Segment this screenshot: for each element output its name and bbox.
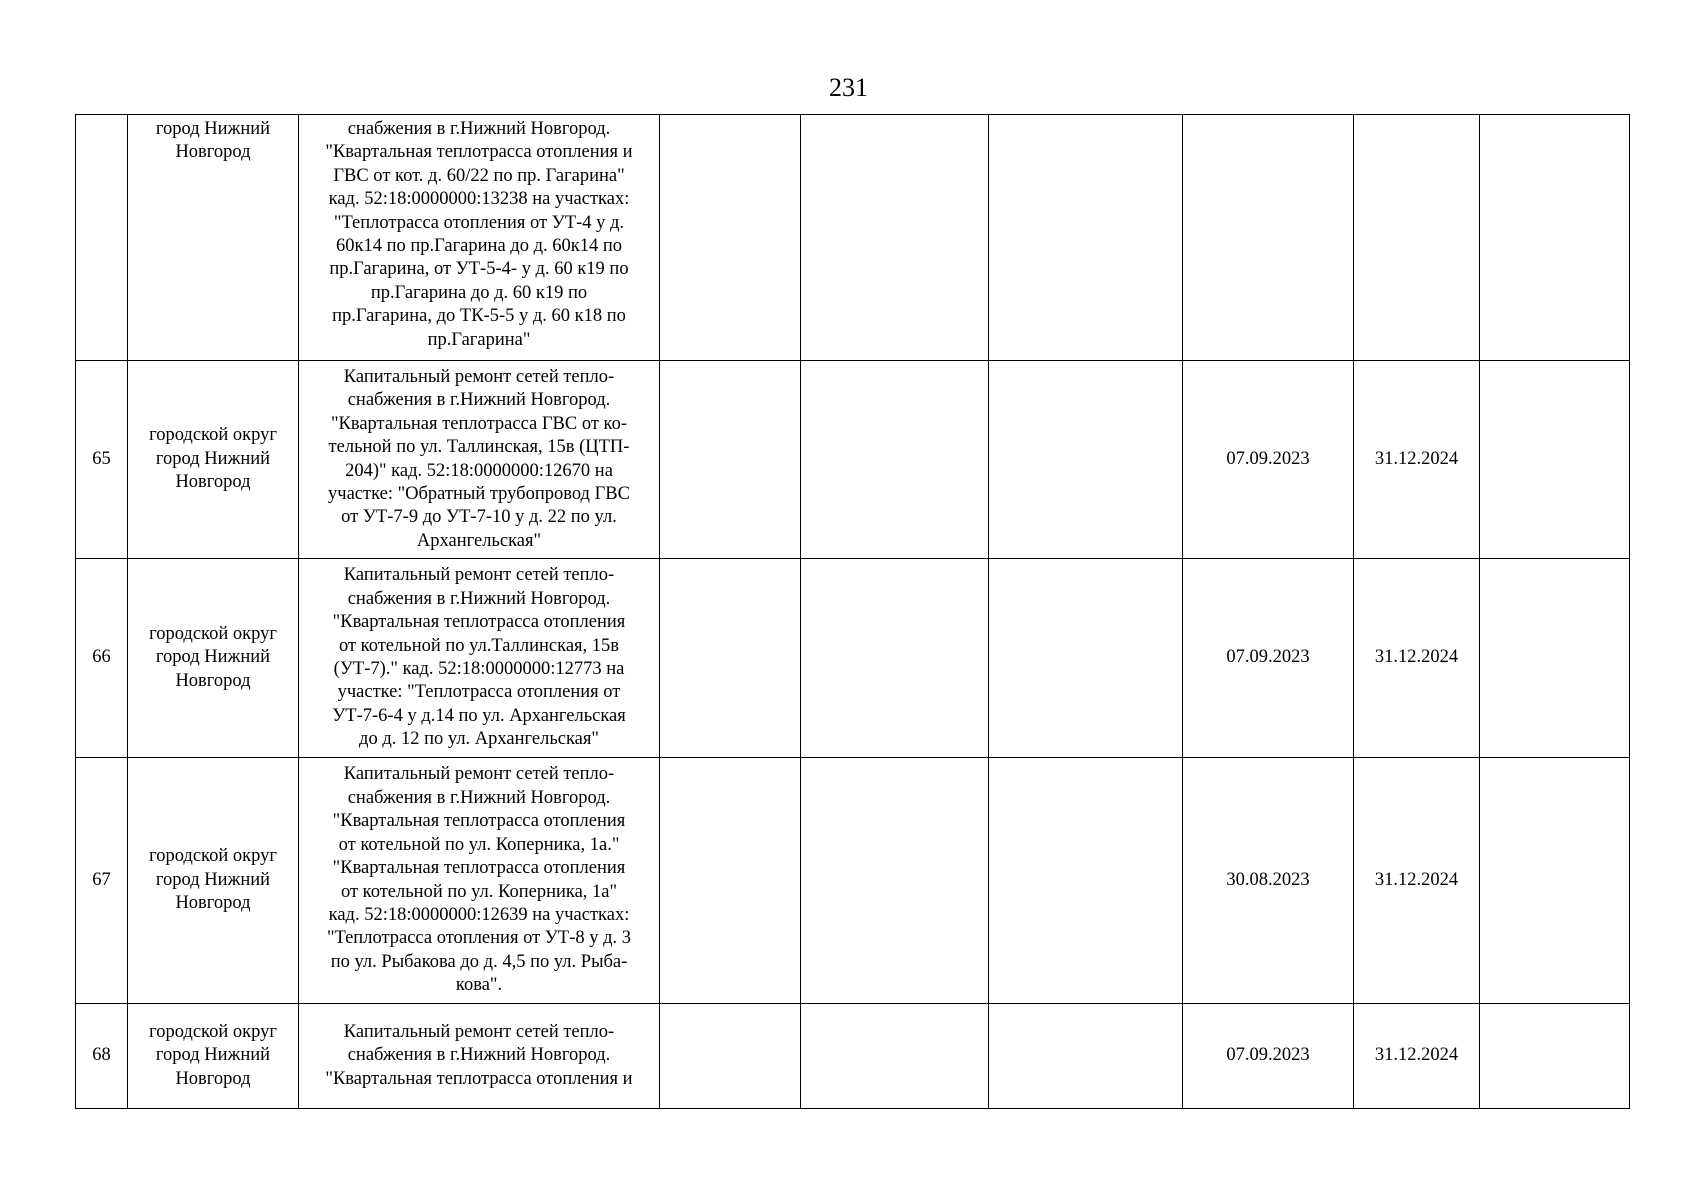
empty-cell bbox=[660, 361, 801, 559]
empty-cell bbox=[801, 361, 989, 559]
start-date-cell: 30.08.2023 bbox=[1183, 758, 1354, 1004]
page-number: 231 bbox=[829, 73, 868, 102]
end-date-cell: 31.12.2024 bbox=[1354, 758, 1480, 1004]
end-date-cell: 31.12.2024 bbox=[1354, 559, 1480, 758]
table-row bbox=[76, 1004, 1630, 1109]
end-date-cell bbox=[1354, 115, 1480, 361]
empty-cell bbox=[660, 115, 801, 361]
empty-cell bbox=[989, 1004, 1183, 1109]
empty-cell bbox=[989, 115, 1183, 361]
row-number-cell: 67 bbox=[76, 758, 128, 1004]
empty-cell bbox=[801, 758, 989, 1004]
table-row bbox=[76, 115, 1630, 361]
municipality-cell: город Нижний Новгород bbox=[128, 115, 299, 361]
table-row bbox=[76, 758, 1630, 1004]
row-number-cell: 66 bbox=[76, 559, 128, 758]
municipality-cell: городской округ город Нижний Новгород bbox=[128, 758, 299, 1004]
description-cell: Капитальный ремонт сетей тепло- снабжения в г.Нижний Новгород. "Квартальная теплотрасса отопления от котельной по ул.Таллинская, 15в (УТ-7)." кад. 52:18:0000000:12773 на участке: "Теплотрасса отопления от УТ-7-6-4 у д.14 по ул. Архангельская до д. 12 по ул. Архангельская" bbox=[299, 559, 660, 758]
start-date-cell bbox=[1183, 115, 1354, 361]
start-date-cell: 07.09.2023 bbox=[1183, 559, 1354, 758]
empty-cell bbox=[1480, 361, 1630, 559]
empty-cell bbox=[989, 758, 1183, 1004]
municipality-cell: городской округ город Нижний Новгород bbox=[128, 361, 299, 559]
empty-cell bbox=[1480, 758, 1630, 1004]
end-date-cell: 31.12.2024 bbox=[1354, 361, 1480, 559]
empty-cell bbox=[801, 559, 989, 758]
start-date-cell: 07.09.2023 bbox=[1183, 361, 1354, 559]
empty-cell bbox=[989, 559, 1183, 758]
description-cell: Капитальный ремонт сетей тепло- снабжения в г.Нижний Новгород. "Квартальная теплотрасса отопления от котельной по ул. Коперника, 1а." "Квартальная теплотрасса отопления от котельной по ул. Коперника, 1а" кад. 52:18:0000000:12639 на участках: "Теплотрасса отопления от УТ-8 у д. 3 по ул. Рыбакова до д. 4,5 по ул. Рыба- кова". bbox=[299, 758, 660, 1004]
start-date-cell: 07.09.2023 bbox=[1183, 1004, 1354, 1109]
table-row bbox=[76, 361, 1630, 559]
empty-cell bbox=[660, 559, 801, 758]
description-cell: Капитальный ремонт сетей тепло- снабжения в г.Нижний Новгород. "Квартальная теплотрасса отопления и bbox=[299, 1004, 660, 1109]
row-number-cell bbox=[76, 115, 128, 361]
row-number-cell: 65 bbox=[76, 361, 128, 559]
municipality-cell: городской округ город Нижний Новгород bbox=[128, 559, 299, 758]
description-cell: снабжения в г.Нижний Новгород. "Квартальная теплотрасса отопления и ГВС от кот. д. 60/22 по пр. Гагарина" кад. 52:18:0000000:13238 на участках: "Теплотрасса отопления от УТ-4 у д. 60к14 по пр.Гагарина до д. 60к14 по пр.Гагарина, от УТ-5-4- у д. 60 к19 по пр.Гагарина до д. 60 к19 по пр.Гагарина, до ТК-5-5 у д. 60 к18 по пр.Гагарина" bbox=[299, 115, 660, 361]
municipality-cell: городской округ город Нижний Новгород bbox=[128, 1004, 299, 1109]
empty-cell bbox=[989, 361, 1183, 559]
end-date-cell: 31.12.2024 bbox=[1354, 1004, 1480, 1109]
empty-cell bbox=[1480, 1004, 1630, 1109]
works-table bbox=[75, 114, 1630, 1109]
empty-cell bbox=[1480, 559, 1630, 758]
empty-cell bbox=[801, 115, 989, 361]
empty-cell bbox=[660, 1004, 801, 1109]
empty-cell bbox=[801, 1004, 989, 1109]
empty-cell bbox=[1480, 115, 1630, 361]
row-number-cell: 68 bbox=[76, 1004, 128, 1109]
empty-cell bbox=[660, 758, 801, 1004]
table-row bbox=[76, 559, 1630, 758]
description-cell: Капитальный ремонт сетей тепло- снабжения в г.Нижний Новгород. "Квартальная теплотрасса ГВС от ко- тельной по ул. Таллинская, 15в (ЦТП- 204)" кад. 52:18:0000000:12670 на участке: "Обратный трубопровод ГВС от УТ-7-9 до УТ-7-10 у д. 22 по ул. Архангельская" bbox=[299, 361, 660, 559]
